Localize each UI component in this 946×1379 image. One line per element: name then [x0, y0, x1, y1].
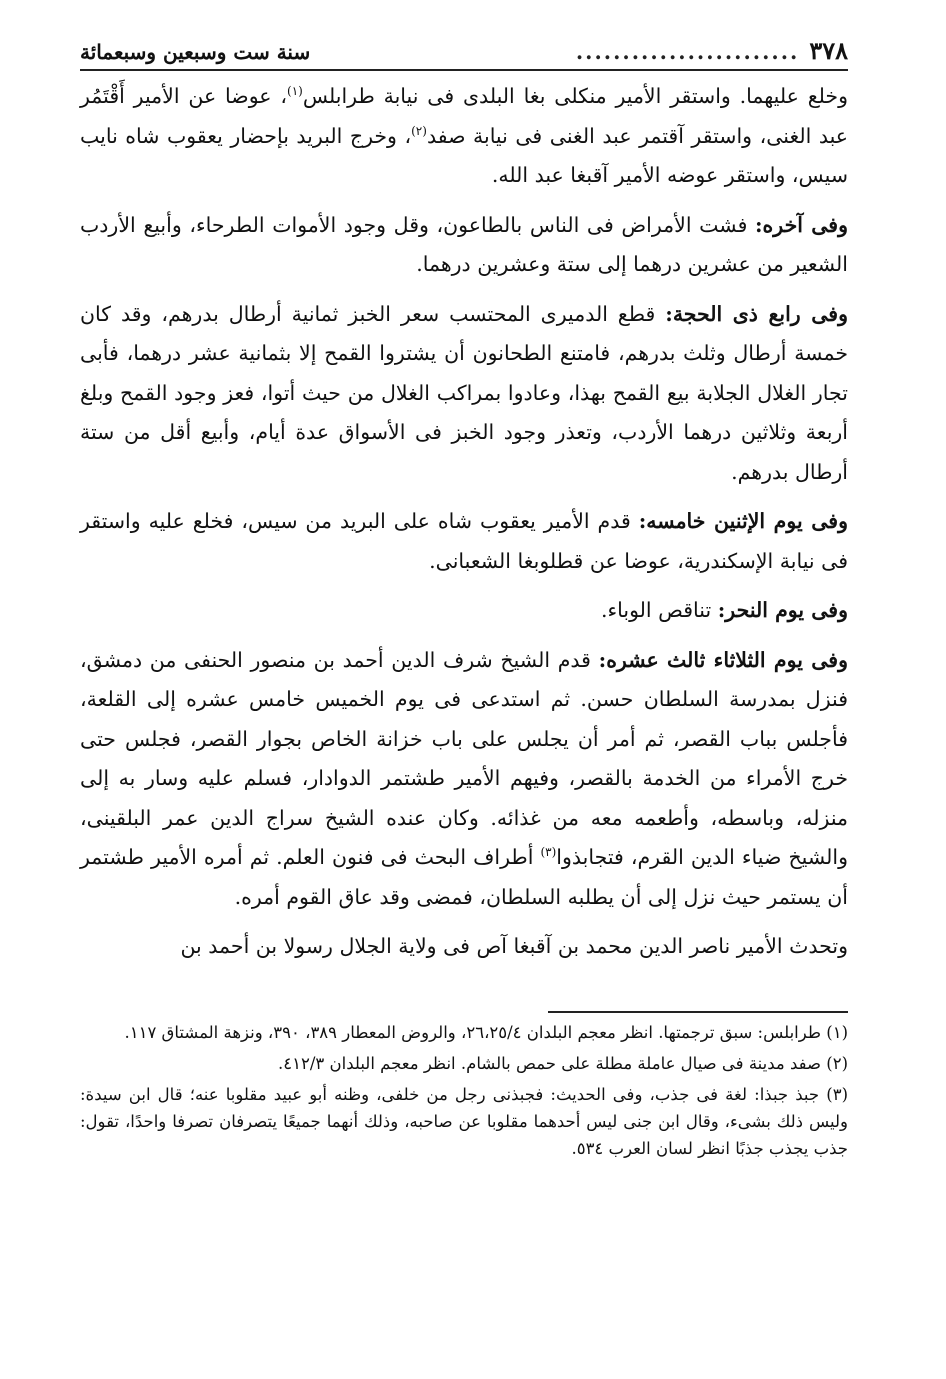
- footnote-ref-1: (١): [287, 84, 303, 99]
- footnote-ref-3: (٣): [540, 845, 557, 860]
- footnote-1: (١) طرابلس: سبق ترجمتها. انظر معجم البلدان ٢٦،٢٥/٤، والروض المعطار ٣٨٩، ٣٩٠، ونزهة المشتاق ١١٧.: [124, 1022, 848, 1042]
- paragraph-1-text-b: ، عوضا عن الأمير أَقْتَمُر عبد الغنى، واستقر آقتمر عبد الغنى فى نيابة صفد: [80, 84, 848, 148]
- paragraph-3-heading: وفى رابع ذى الحجة:: [665, 301, 848, 326]
- page-number: ٣٧٨: [809, 36, 848, 65]
- footnote-divider: [548, 1011, 848, 1013]
- paragraph-4-heading: وفى يوم الإثنين خامسه:: [638, 509, 848, 533]
- paragraph-5-heading: وفى يوم النحر:: [717, 598, 848, 622]
- paragraph-1-text-c: ، وخرج البريد بإحضار يعقوب شاه نايب سيس، واستقر عوضه الأمير آقبغا عبد الله.: [80, 123, 848, 187]
- paragraph-4-text: قدم الأمير يعقوب شاه على البريد من سيس، فخلع عليه واستقر فى نيابة الإسكندرية، عوضا عن قطلوبغا الشعبانى.: [80, 509, 848, 573]
- paragraph-2: [80, 206, 848, 285]
- paragraph-5-text: تناقص الوباء.: [600, 598, 718, 622]
- page-header: [80, 36, 848, 71]
- paragraph-3-text: قطع الدميرى المحتسب سعر الخبز ثمانية أرطال بدرهم، وقد كان خمسة أرطال وثلث بدرهم، فامتنع الطحانون أن يشتروا القمح إلا بثمانية عشر درهما، فأبى تجار الغلال الجلابة بيع القمح بهذا، وعادوا بمراكب الغلال من حيث أتوا، فعز وجود القمح وبلغ أربعة وثلاثين درهما الأردب، وتعذر وجود الخبز فى الأسواق عدة أيام، وأبيع أقل من ستة أرطال بدرهم.: [80, 301, 848, 484]
- paragraph-6-heading: وفى يوم الثلاثاء ثالث عشره:: [598, 647, 848, 672]
- paragraph-7-text: وتحدث الأمير ناصر الدين محمد بن آقبغا آص فى ولاية الجلال رسولا بن أحمد بن: [180, 934, 848, 958]
- footnote-2: (٢) صفد مدينة فى صيال عاملة مطلة على حمص بالشام. انظر معجم البلدان ٤١٢/٣.: [277, 1053, 848, 1073]
- book-page: [80, 36, 848, 1166]
- paragraph-5: [80, 591, 848, 631]
- main-text: [80, 77, 848, 967]
- footnotes: [80, 1019, 848, 1162]
- header-leader-dots: ........................: [575, 39, 800, 64]
- paragraph-6-text-a: قدم الشيخ شرف الدين أحمد بن منصور الحنفى من دمشق، فنزل بمدرسة السلطان حسن. ثم استدعى فى يوم الخميس خامس عشره إلى القلعة، فأجلس بباب القصر، ثم أمر أن يجلس على باب خزانة الخاص بجوار القصر، فجلس حتى خرج الأمراء من الخدمة بالقصر، وفيهم الأمير طشتمر الدوادار، فسلم عليه وسار به إلى منزله، وباسطه، وأطعمه معه من غذائه. وكان عنده الشيخ سراج الدين عمر البلقينى، والشيخ ضياء الدين القرم، فتجابذوا: [80, 647, 848, 869]
- footnote-3: (٣) جبذ جبذا: لغة فى جذب، وفى الحديث: فجبذنى رجل من خلفى، وظنه أبو عبيد مقلوبا عنه؛ قال ابن سيدة: وليس ذلك بشىء، وقال ابن جنى ليس أحدهما مقلوبا عن صاحبه، وذلك أنهما جميعًا يتصرفان تصرفا واحدًا، تقول: جذب يجذب جذبًا انظر لسان العرب ٥٣٤.: [80, 1084, 848, 1158]
- paragraph-6-text-b: أطراف البحث فى فنون العلم. ثم أمره الأمير طشتمر أن يستمر حيث نزل إلى أن يطلبه السلطان، فمضى وقد عاق القوم أمره.: [80, 845, 848, 909]
- paragraph-2-text: فشت الأمراض فى الناس بالطاعون، وقل وجود الأموات الطرحاء، وأبيع الأردب الشعير من عشرين درهما إلى ستة وعشرين درهما.: [80, 212, 848, 276]
- running-title: سنة ست وسبعين وسبعمائة: [80, 40, 311, 64]
- paragraph-1-text-a: وخلع عليهما. واستقر الأمير منكلى بغا البلدى فى نيابة طرابلس: [302, 84, 848, 108]
- paragraph-4: [80, 502, 848, 581]
- paragraph-2-heading: وفى آخره:: [754, 212, 848, 237]
- paragraph-7: [80, 927, 848, 967]
- footnote-ref-2: (٢): [411, 123, 427, 138]
- paragraph-3: [80, 295, 848, 493]
- paragraph-1: [80, 77, 848, 196]
- paragraph-6: [80, 641, 848, 918]
